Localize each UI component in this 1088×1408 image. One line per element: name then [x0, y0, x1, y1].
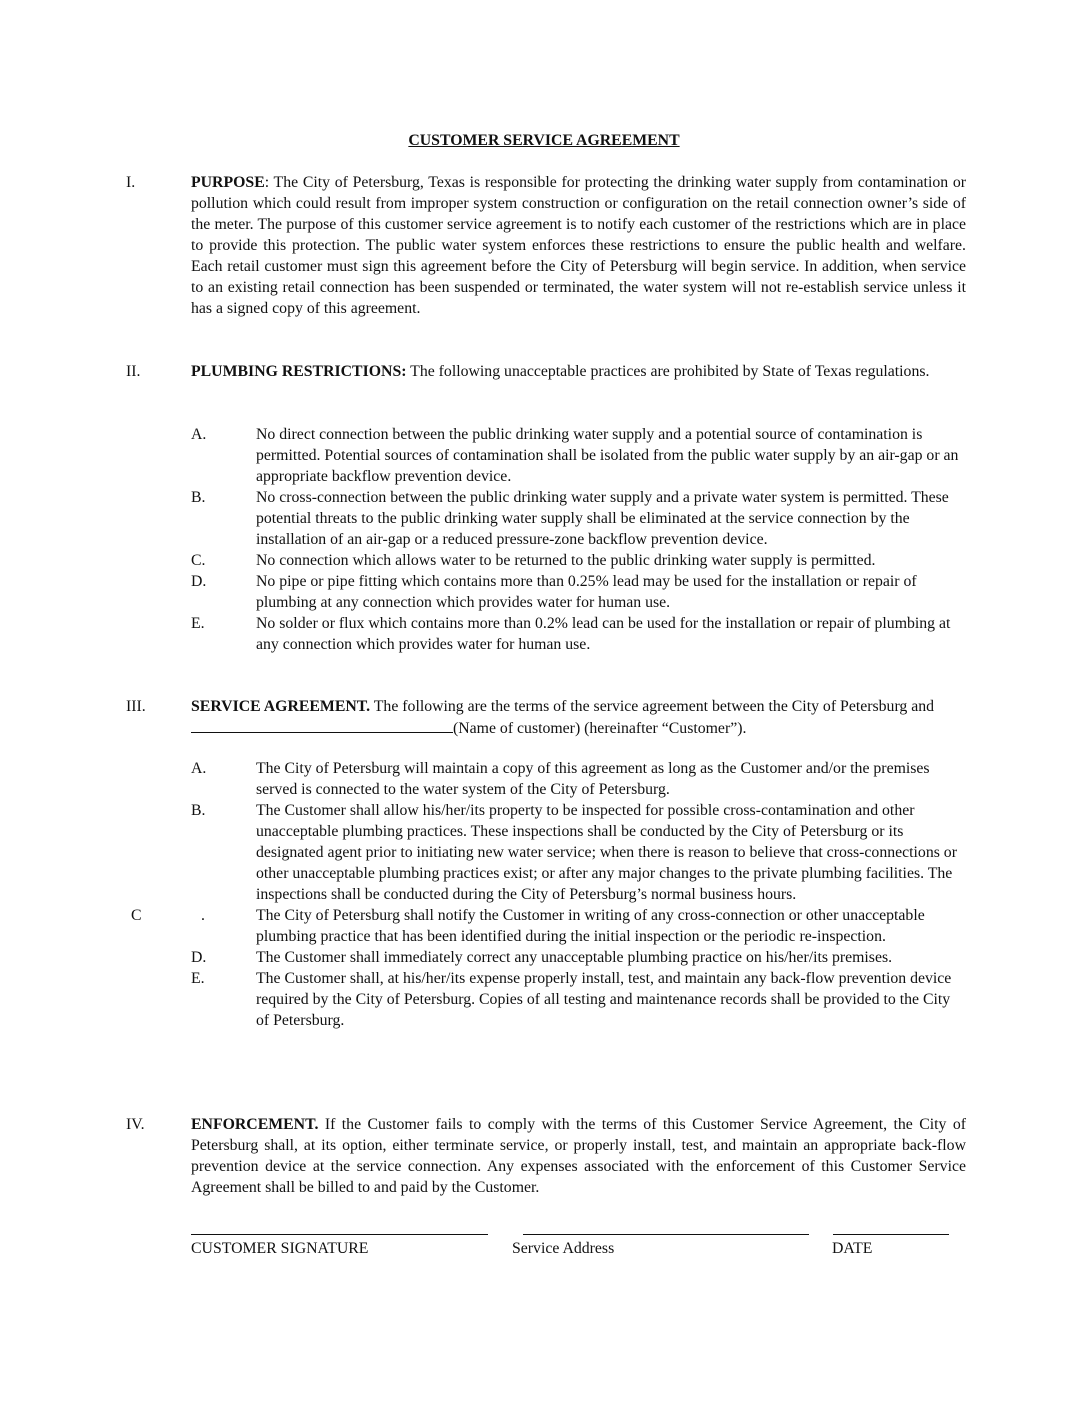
- customer-name-blank[interactable]: [191, 717, 453, 733]
- item-text: No solder or flux which contains more than 0.2% lead can be used for the installation or repair of plumbing at any connection which provides water for human use.: [256, 615, 951, 653]
- list-item: [126, 905, 966, 947]
- item-text: No direct connection between the public drinking water supply and a potential source of contamination is permitted. Potential sources of contamination shall be isolated from the public water supply by an air-gap or an appropriate backflow prevention device.: [256, 426, 959, 485]
- section-text: The following unacceptable practices are prohibited by State of Texas regulations.: [406, 363, 930, 380]
- list-item: [126, 487, 966, 550]
- list-item: [126, 424, 966, 487]
- list-item: [126, 800, 966, 905]
- section-number: I.: [126, 174, 136, 191]
- item-letter: E.: [191, 615, 205, 632]
- item-letter: C: [131, 907, 142, 924]
- item-text: The Customer shall allow his/her/its property to be inspected for possible cross-contamination and other unacceptable plumbing practices. These inspections shall be conducted by the City of Petersburg or its designated agent prior to initiating new water service; when there is reason to believe that cross-connections or other unacceptable plumbing practices exist; or after any major changes to the private plumbing facilities. The inspections shall be conducted during the City of Petersburg’s normal business hours.: [256, 802, 957, 903]
- item-letter: D.: [191, 949, 207, 966]
- item-text: The City of Petersburg shall notify the Customer in writing of any cross-connection or other unacceptable plumbing practice that has been identified during the initial inspection or the periodic re-inspection.: [256, 907, 925, 945]
- section-heading: PURPOSE: [191, 174, 265, 191]
- section-purpose: [126, 172, 966, 319]
- section-purpose-body: [191, 172, 966, 319]
- section-text: The following are the terms of the service agreement between the City of Petersburg and: [370, 698, 935, 715]
- plumbing-restrictions-list: [126, 424, 966, 655]
- item-letter: C.: [191, 552, 206, 569]
- item-letter-dot: .: [201, 907, 205, 924]
- customer-signature-label: CUSTOMER SIGNATURE: [191, 1240, 369, 1257]
- service-agreement-terms-list: [126, 758, 966, 1031]
- section-heading: SERVICE AGREEMENT.: [191, 698, 371, 715]
- section-service-body: [191, 696, 966, 739]
- item-text: The Customer shall immediately correct any unacceptable plumbing practice on his/her/its premises.: [256, 949, 893, 966]
- item-letter: B.: [191, 489, 206, 506]
- section-text: If the Customer fails to comply with the terms of this Customer Service Agreement, the City of Petersburg shall, at its option, either terminate service, or properly install, test, and maintain an appropriate back-flow prevention device at the service connection. Any expenses associated with the enforcement of this Customer Service Agreement shall be billed to and paid by the Customer.: [191, 1116, 966, 1196]
- item-text: No pipe or pipe fitting which contains more than 0.25% lead may be used for the installation or repair of plumbing at any connection which provides water for human use.: [256, 573, 917, 611]
- item-letter: A.: [191, 426, 207, 443]
- section-number: IV.: [126, 1116, 145, 1133]
- list-item: [126, 947, 966, 968]
- list-item: [126, 968, 966, 1031]
- item-text: No cross-connection between the public drinking water supply and a private water system is permitted. These potential threats to the public drinking water supply shall be eliminated at the service connection by the installation of an air-gap or a reduced pressure-zone backflow prevention device.: [256, 489, 949, 548]
- item-text: The City of Petersburg will maintain a copy of this agreement as long as the Customer and/or the premises served is connected to the water system of the City of Petersburg.: [256, 760, 930, 798]
- service-address-line[interactable]: [523, 1234, 809, 1235]
- section-text: : The City of Petersburg, Texas is responsible for protecting the drinking water supply from contamination or pollution which could result from improper system construction or configuration on the retail connection owner’s side of the meter. The purpose of this customer service agreement is to notify each customer of the restrictions which are in place to provide this protection. The public water system enforces these restrictions to ensure the public health and welfare. Each retail customer must sign this agreement before the City of Petersburg will begin service. In addition, when service to an existing retail connection has been suspended or terminated, the water system will not re-establish service unless it has a signed copy of this agreement.: [191, 174, 966, 317]
- item-letter: E.: [191, 970, 205, 987]
- date-label: DATE: [832, 1240, 873, 1257]
- section-number: II.: [126, 363, 141, 380]
- item-text: The Customer shall, at his/her/its expense properly install, test, and maintain any back-flow prevention device required by the City of Petersburg. Copies of all testing and maintenance records shall be provided to the City of Petersburg.: [256, 970, 952, 1029]
- list-item: [126, 550, 966, 571]
- section-enforcement: [126, 1114, 966, 1198]
- section-plumbing-body: [191, 361, 966, 382]
- section-enforcement-body: [191, 1114, 966, 1198]
- list-item: [126, 571, 966, 613]
- item-letter: B.: [191, 802, 206, 819]
- service-address-label: Service Address: [512, 1240, 615, 1257]
- customer-signature-line[interactable]: [191, 1234, 488, 1235]
- item-text: No connection which allows water to be returned to the public drinking water supply is permitted.: [256, 552, 876, 569]
- list-item: [126, 758, 966, 800]
- document-title: CUSTOMER SERVICE AGREEMENT: [408, 132, 680, 149]
- item-letter: A.: [191, 760, 207, 777]
- section-number: III.: [126, 698, 146, 715]
- section-heading: ENFORCEMENT.: [191, 1116, 319, 1133]
- section-text-after: (Name of customer) (hereinafter “Customer”).: [453, 720, 747, 737]
- section-heading: PLUMBING RESTRICTIONS:: [191, 363, 407, 380]
- section-service-agreement: [126, 696, 966, 739]
- section-plumbing-restrictions: [126, 361, 966, 382]
- item-letter: D.: [191, 573, 207, 590]
- list-item: [126, 613, 966, 655]
- date-line[interactable]: [833, 1234, 949, 1235]
